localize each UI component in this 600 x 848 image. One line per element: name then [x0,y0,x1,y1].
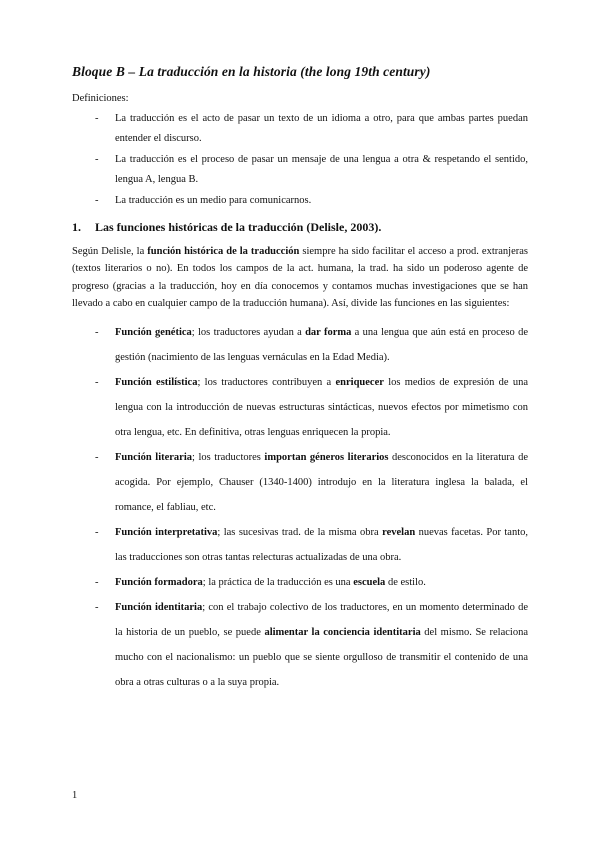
function-text: Función genética; los traductores ayudan a dar forma a una lengua que aún está en proceso de gestión (nacimiento de las lenguas vernáculas en la Edad Media). [115,326,528,363]
function-text: Función identitaria; con el trabajo colectivo de los traductores, en un momento determinado de la historia de un pueblo, se puede alimentar la conciencia identitaria del mismo. Se relaciona mucho con el nacionalismo: un pueblo que se siente orgulloso de transmitir el contenido de una obra a otras culturas o a la suya propia. [115,601,529,688]
function-text: Función literaria; los traductores importan géneros literarios desconocidos en la literatura de acogida. Por ejemplo, Chauser (1340-1400) introdujo en la literatura inglesa la balada, el romance, el fabliau, etc. [115,451,528,513]
function-item [95,520,528,570]
section-title: Las funciones históricas de la traducción (Delisle, 2003). [95,219,382,234]
function-text: Función estilística; los traductores contribuyen a enriquecer los medios de expresión de una lengua con la introducción de nuevas estructuras sintácticas, nuevos efectos por mimetismo con otra lengua, etc. En definitiva, otras lenguas enriquecen la propia. [115,376,528,438]
section-number: 1. [72,219,81,234]
function-text: Función interpretativa; las sucesivas trad. de la misma obra revelan nuevas facetas. Por tanto, las traducciones son otras tantas relecturas actualizadas de una obra. [115,526,528,563]
section-heading [72,220,528,235]
function-text: Función formadora; la práctica de la traducción es una escuela de estilo. [115,576,426,588]
dash-bullet: - [95,195,99,206]
dash-bullet: - [95,526,99,538]
dash-bullet: - [95,601,99,613]
definition-item [95,150,528,189]
definition-text: La traducción es el proceso de pasar un mensaje de una lengua a otra & respetando el sentido, lengua A, lengua B. [115,154,528,185]
page-number: 1 [72,790,78,801]
definition-item [95,191,528,211]
section-intro-paragraph: Según Delisle, la función histórica de la traducción siempre ha sido facilitar el acceso a prod. extranjeras (textos literarios o no). En todos los campos de la act. humana, la trad. ha sido un poderoso agente de progreso (gracias a la traducción, hoy en día conocemos y contamos muchas investigaciones que se han llevado a cabo en cualquier campo de la traducción humana). Así, divide las funciones en las siguientes: [72,245,528,309]
function-item [95,445,528,520]
dash-bullet: - [95,326,99,338]
dash-bullet: - [95,376,99,388]
dash-bullet: - [95,576,99,588]
dash-bullet: - [95,113,99,124]
definitions-label: Definiciones: [72,93,129,104]
function-item [95,595,528,695]
functions-list [72,320,528,695]
definition-item [95,109,528,148]
function-item [95,570,528,595]
dash-bullet: - [95,154,99,165]
document-title: Bloque B – La traducción en la historia (the long 19th century) [72,64,431,79]
dash-bullet: - [95,451,99,463]
function-item [95,320,528,370]
definitions-list [72,109,528,211]
definition-text: La traducción es el acto de pasar un texto de un idioma a otro, para que ambas partes puedan entender el discurso. [115,113,528,144]
function-item [95,370,528,445]
definition-text: La traducción es un medio para comunicarnos. [115,195,312,206]
